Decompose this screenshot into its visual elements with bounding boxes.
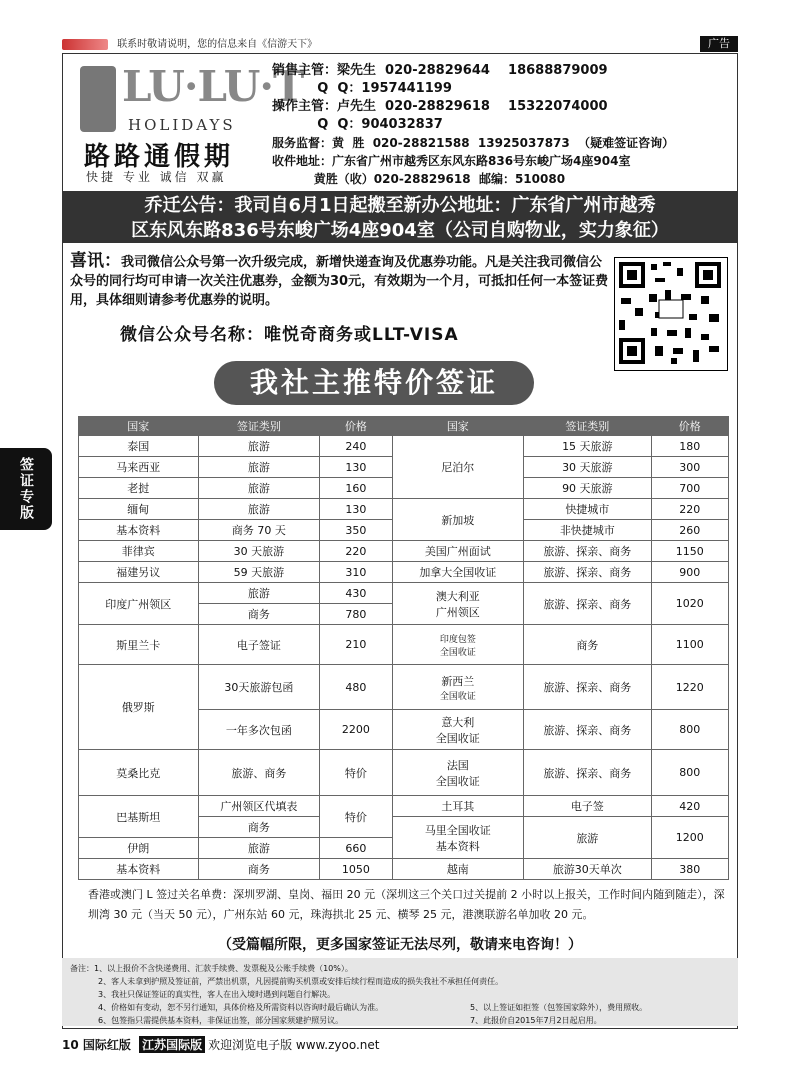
contact-line: 服务监督：黄 胜 020-28821588 13925037873 （疑难签证咨询）	[272, 136, 675, 150]
table-cell: 310	[320, 562, 392, 583]
table-cell: 1200	[651, 817, 728, 859]
publisher-logo-icon	[62, 39, 108, 50]
table-cell: 260	[651, 520, 728, 541]
table-cell: 380	[651, 859, 728, 880]
cell-line: 澳大利亚	[435, 589, 480, 603]
col-header: 签证类别	[524, 417, 652, 436]
table-cell: 旅游	[198, 838, 320, 859]
table-header-row	[79, 417, 729, 436]
announcement-line: 区东风东路836号东峻广场4座904室（公司自购物业，实力象征）	[131, 220, 669, 241]
remark-item: 5、以上签证如拒签（包签国家除外），费用照收。	[470, 1003, 648, 1012]
remark-item: 7、此报价自2015年7月2日起启用。	[470, 1016, 602, 1025]
table-cell: 尼泊尔	[392, 436, 523, 499]
table-cell: 越南	[392, 859, 523, 880]
wechat-account: 微信公众号名称：唯悦奇商务或LLT-VISA	[120, 325, 459, 345]
brand-slogan: 快捷 专业 诚信 双赢	[86, 170, 227, 184]
remark-item: 2、客人未拿到护照及签证前，严禁出机票，凡因提前购买机票或安排后续行程而造成的损失我社不承担任何责任。	[98, 977, 504, 986]
source-note: 联系时敬请说明，您的信息来自《信游天下》	[117, 39, 318, 50]
table-cell: 旅游、探亲、商务	[524, 710, 652, 750]
table-cell: 15 天旅游	[524, 436, 652, 457]
remark-item: 3、我社只保证签证的真实性，客人在出入境时遇到问题自行解决。	[98, 990, 336, 999]
table-cell: 广州领区代填表	[198, 796, 320, 817]
page-number: 10	[62, 1038, 79, 1052]
table-cell: 130	[320, 499, 392, 520]
table-cell: 非快捷城市	[524, 520, 652, 541]
table-cell	[392, 583, 523, 625]
col-header: 国家	[392, 417, 523, 436]
table-cell: 旅游、探亲、商务	[524, 665, 652, 710]
table-cell: 基本资料	[79, 859, 199, 880]
table-cell: 莫桑比克	[79, 750, 199, 796]
table-cell: 420	[651, 796, 728, 817]
cell-line: 全国收证	[439, 691, 476, 702]
table-cell: 660	[320, 838, 392, 859]
table-row	[79, 796, 729, 817]
table-row	[79, 750, 729, 796]
table-cell: 800	[651, 710, 728, 750]
remarks-box	[62, 958, 738, 1026]
table-cell: 350	[320, 520, 392, 541]
table-cell: 斯里兰卡	[79, 625, 199, 665]
ad-tag: 广告	[700, 36, 738, 52]
contact-line: 黄胜（收）020-28829618 邮编：510080	[272, 172, 566, 186]
table-cell: 2200	[320, 710, 392, 750]
table-cell: 30天旅游包函	[198, 665, 320, 710]
table-cell	[392, 665, 523, 710]
featured-banner: 我社主推特价签证	[214, 361, 534, 405]
table-cell: 快捷城市	[524, 499, 652, 520]
table-cell	[392, 817, 523, 859]
table-cell: 商务	[198, 604, 320, 625]
col-header: 签证类别	[198, 417, 320, 436]
table-cell: 240	[320, 436, 392, 457]
cell-line: 印度包签	[439, 634, 476, 645]
table-cell: 商务 70 天	[198, 520, 320, 541]
table-cell: 泰国	[79, 436, 199, 457]
table-cell: 旅游	[524, 817, 652, 859]
top-strip	[62, 36, 738, 53]
contact-line: Q Q：1957441199	[272, 81, 452, 96]
table-cell: 特价	[320, 796, 392, 838]
table-cell: 商务	[524, 625, 652, 665]
table-cell: 加拿大全国收证	[392, 562, 523, 583]
remark-item: 1、以上报价不含快递费用、汇款手续费、发票税及公账手续费（10%）。	[94, 964, 353, 973]
cell-line: 马里全国收证	[424, 823, 491, 837]
table-cell: 900	[651, 562, 728, 583]
cell-line: 法国	[446, 758, 469, 772]
table-cell: 1020	[651, 583, 728, 625]
table-cell: 巴基斯坦	[79, 796, 199, 838]
contact-line: 收件地址：广东省广州市越秀区东风东路836号东峻广场4座904室	[272, 154, 631, 168]
table-cell: 210	[320, 625, 392, 665]
table-row	[79, 436, 729, 457]
table-row	[79, 583, 729, 604]
contact-line: Q Q：904032837	[272, 117, 443, 132]
table-cell: 700	[651, 478, 728, 499]
table-cell: 菲律宾	[79, 541, 199, 562]
cell-line: 全国收证	[435, 731, 480, 745]
table-cell: 旅游30天单次	[524, 859, 652, 880]
table-cell: 旅游、探亲、商务	[524, 541, 652, 562]
cell-line: 全国收证	[439, 647, 476, 658]
table-cell: 90 天旅游	[524, 478, 652, 499]
table-cell	[392, 710, 523, 750]
site-link[interactable]: 欢迎浏览电子版 www.zyoo.net	[208, 1038, 380, 1052]
table-cell: 旅游	[198, 583, 320, 604]
table-row	[79, 665, 729, 710]
table-cell: 土耳其	[392, 796, 523, 817]
brand-s-icon	[80, 66, 116, 132]
cell-line: 基本资料	[435, 839, 480, 853]
table-cell: 780	[320, 604, 392, 625]
table-cell: 电子签	[524, 796, 652, 817]
remark-item: 4、价格如有变动，恕不另行通知，具体价格及所需资料以咨询时最后确认为准。	[98, 1003, 384, 1012]
table-cell: 1100	[651, 625, 728, 665]
table-cell: 旅游、探亲、商务	[524, 583, 652, 625]
news-lead: 喜讯：	[70, 251, 121, 271]
table-cell: 电子签证	[198, 625, 320, 665]
table-cell: 俄罗斯	[79, 665, 199, 750]
news-body: 我司微信公众号第一次升级完成，新增快递查询及优惠券功能。凡是关注我司微信公众号的同行均可申请一次关注优惠券，金额为30元，有效期为一个月，可抵扣任何一本签证费用，具体细则请参考优惠券的说明。	[70, 255, 609, 308]
space-limit-note: （受篇幅所限，更多国家签证无法尽列，敬请来电咨询！）	[218, 937, 582, 953]
table-cell: 商务	[198, 817, 320, 838]
table-cell: 新加坡	[392, 499, 523, 541]
table-cell: 30 天旅游	[198, 541, 320, 562]
col-header: 价格	[651, 417, 728, 436]
visa-price-table	[78, 416, 729, 880]
table-cell: 基本资料	[79, 520, 199, 541]
section-name: 国际红版	[82, 1038, 131, 1052]
table-cell: 旅游、商务	[198, 750, 320, 796]
col-header: 国家	[79, 417, 199, 436]
table-cell: 220	[320, 541, 392, 562]
table-cell: 美国广州面试	[392, 541, 523, 562]
brand-cn: 路路通假期	[84, 142, 235, 172]
cell-line: 全国收证	[435, 774, 480, 788]
hk-macau-note: 香港或澳门 L 签过关名单费：深圳罗湖、皇岗、福田 20 元（深圳这三个关口过关提前 2 小时以上报关，工作时间内随到随走），深圳湾 30 元（当天 50 元），广州东站 60 元，珠海拱北 25 元、横琴 25 元，港澳联游名单加收 20 元。	[88, 888, 725, 921]
table-cell: 180	[651, 436, 728, 457]
table-cell: 商务	[198, 859, 320, 880]
edition-badge: 江苏国际版	[139, 1036, 205, 1053]
page-footer	[62, 1036, 379, 1053]
table-cell: 缅甸	[79, 499, 199, 520]
table-row	[79, 562, 729, 583]
table-cell: 1220	[651, 665, 728, 710]
contact-line: 操作主管：卢先生 020-28829618 15322074000	[272, 99, 608, 114]
remarks-label: 备注：	[70, 964, 94, 973]
table-cell: 旅游	[198, 457, 320, 478]
cell-line: 广州领区	[435, 605, 480, 619]
relocation-announcement	[62, 191, 738, 243]
table-cell: 福建另议	[79, 562, 199, 583]
table-cell: 220	[651, 499, 728, 520]
table-row	[79, 499, 729, 520]
table-cell: 旅游	[198, 436, 320, 457]
table-cell: 480	[320, 665, 392, 710]
announcement-line: 乔迁公告：我司自6月1日起搬至新办公地址：广东省广州市越秀	[144, 195, 656, 216]
table-cell: 印度广州领区	[79, 583, 199, 625]
table-cell: 1150	[651, 541, 728, 562]
table-cell: 130	[320, 457, 392, 478]
table-cell: 800	[651, 750, 728, 796]
col-header: 价格	[320, 417, 392, 436]
side-section-tab: 签证专版	[0, 448, 52, 530]
table-cell: 59 天旅游	[198, 562, 320, 583]
table-cell: 旅游、探亲、商务	[524, 750, 652, 796]
news-paragraph	[70, 252, 610, 310]
table-cell: 430	[320, 583, 392, 604]
table-cell: 旅游、探亲、商务	[524, 562, 652, 583]
table-cell: 老挝	[79, 478, 199, 499]
table-cell	[392, 625, 523, 665]
table-cell: 1050	[320, 859, 392, 880]
table-row	[79, 541, 729, 562]
table-cell: 伊朗	[79, 838, 199, 859]
remark-item: 6、包签指只需提供基本资料，非保证出签，部分国家须建护照另议。	[98, 1016, 344, 1025]
table-row	[79, 625, 729, 665]
table-cell: 一年多次包函	[198, 710, 320, 750]
table-cell: 特价	[320, 750, 392, 796]
contact-line: 销售主管：梁先生 020-28829644 18688879009	[272, 63, 608, 78]
table-cell: 马来西亚	[79, 457, 199, 478]
table-cell	[392, 750, 523, 796]
brand-sub: HOLIDAYS	[128, 116, 236, 134]
table-cell: 30 天旅游	[524, 457, 652, 478]
contact-block	[272, 62, 732, 188]
table-cell: 300	[651, 457, 728, 478]
cell-line: 新西兰	[441, 674, 475, 688]
cell-line: 意大利	[441, 715, 475, 729]
table-cell: 160	[320, 478, 392, 499]
qr-code-icon	[614, 257, 728, 371]
brand-name: LU·LU·T	[122, 62, 304, 111]
table-cell: 旅游	[198, 499, 320, 520]
table-cell: 旅游	[198, 478, 320, 499]
